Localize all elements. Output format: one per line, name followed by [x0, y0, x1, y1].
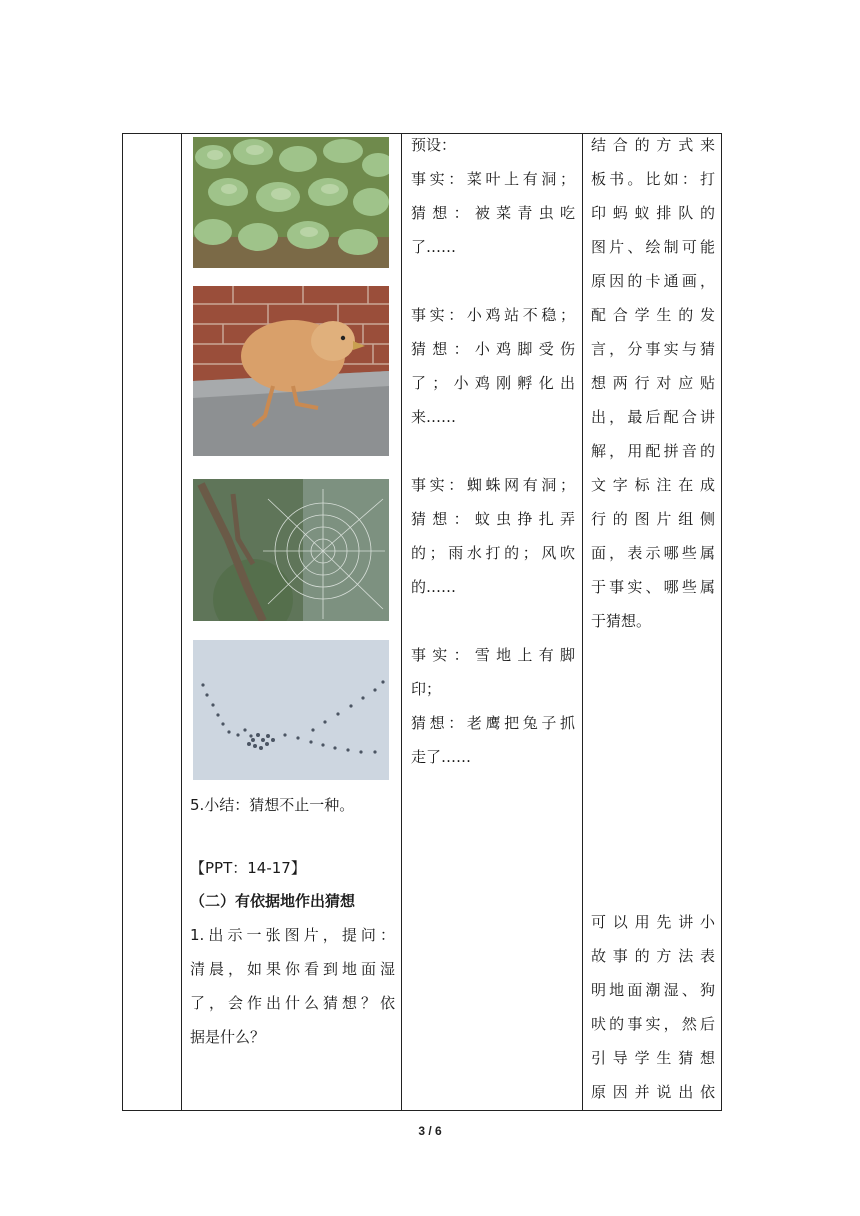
summary-text: 5.小结：猜想不止一种。 [190, 796, 355, 814]
text-line: 原因并说出依 [591, 1083, 715, 1101]
snow-footprints-photo [193, 640, 389, 780]
text-line: 于猜想。 [591, 612, 652, 630]
text-line: 出，最后配合讲 [591, 408, 715, 426]
text-line: 了；小鸡刚孵化出 [411, 374, 575, 392]
text-line: 解，用配拼音的 [591, 442, 715, 460]
text-line: 事实：菜叶上有洞； [411, 170, 575, 188]
design-notes-column [583, 134, 721, 1110]
text-line: 猜想：小鸡脚受伤 [411, 340, 575, 358]
text-line: 可以用先讲小 [591, 913, 715, 931]
text-line: 事实：小鸡站不稳； [411, 306, 575, 324]
text-line: 引导学生猜想 [591, 1049, 715, 1067]
blank-line [411, 264, 575, 298]
text-line: 印蚂蚁排队的 [591, 204, 715, 222]
text-line: 清晨，如果你看到地面湿 [190, 960, 395, 978]
teaching-activity-column [183, 134, 403, 1110]
text-line: 猜想：蚊虫挣扎弄 [411, 510, 575, 528]
notes-top [591, 128, 715, 638]
text-line: 面，表示哪些属 [591, 544, 715, 562]
text-line: 于事实、哪些属 [591, 578, 715, 596]
ppt-reference: 【PPT：14-17】 [190, 859, 306, 877]
text-line: 来…… [411, 408, 457, 426]
text-line: 结合的方式来 [591, 136, 715, 154]
text-line: 文字标注在成 [591, 476, 715, 494]
chick-photo [193, 286, 389, 456]
text-line: 图片、绘制可能 [591, 238, 715, 256]
text-line: 了，会作出什么猜想？依 [190, 994, 395, 1012]
text-line: 故事的方法表 [591, 947, 715, 965]
column-divider [181, 134, 182, 1110]
text-line: 据是什么？ [190, 1028, 266, 1046]
student-activity-column [403, 134, 583, 1110]
spider-web-photo [193, 479, 389, 621]
text-line: 原因的卡通画， [591, 272, 715, 290]
expected-answers [411, 128, 575, 774]
page-number: 3 / 6 [418, 1124, 442, 1138]
text-line: 事实：蜘蛛网有洞； [411, 476, 575, 494]
text-line: 的…… [411, 578, 457, 596]
text-line: 配合学生的发 [591, 306, 715, 324]
section-title: （二）有依据地作出猜想 [190, 892, 356, 910]
text-line: 行的图片组侧 [591, 510, 715, 528]
text-line: 吠的事实，然后 [591, 1015, 715, 1033]
text-line: 的；雨水打的；风吹 [411, 544, 575, 562]
text-line: 印； [411, 680, 442, 698]
text-line: 想两行对应贴 [591, 374, 715, 392]
text-line: 1.出示一张图片，提问： [190, 926, 395, 944]
cabbage-leaves-photo [193, 137, 389, 268]
blank-line [411, 434, 575, 468]
text-line: 板书。比如：打 [591, 170, 715, 188]
lesson-plan-table [122, 133, 722, 1111]
text-line: 预设： [411, 136, 457, 154]
text-line: 言，分事实与猜 [591, 340, 715, 358]
notes-bottom [591, 905, 715, 1109]
blank-line [411, 604, 575, 638]
text-line: 猜想：老鹰把兔子抓 [411, 714, 575, 732]
question-paragraph [190, 918, 395, 1054]
text-line: 了…… [411, 238, 457, 256]
text-line: 走了…… [411, 748, 472, 766]
text-line: 猜想：被菜青虫吃 [411, 204, 575, 222]
text-line: 事实：雪地上有脚 [411, 646, 575, 664]
text-line: 明地面潮湿、狗 [591, 981, 715, 999]
